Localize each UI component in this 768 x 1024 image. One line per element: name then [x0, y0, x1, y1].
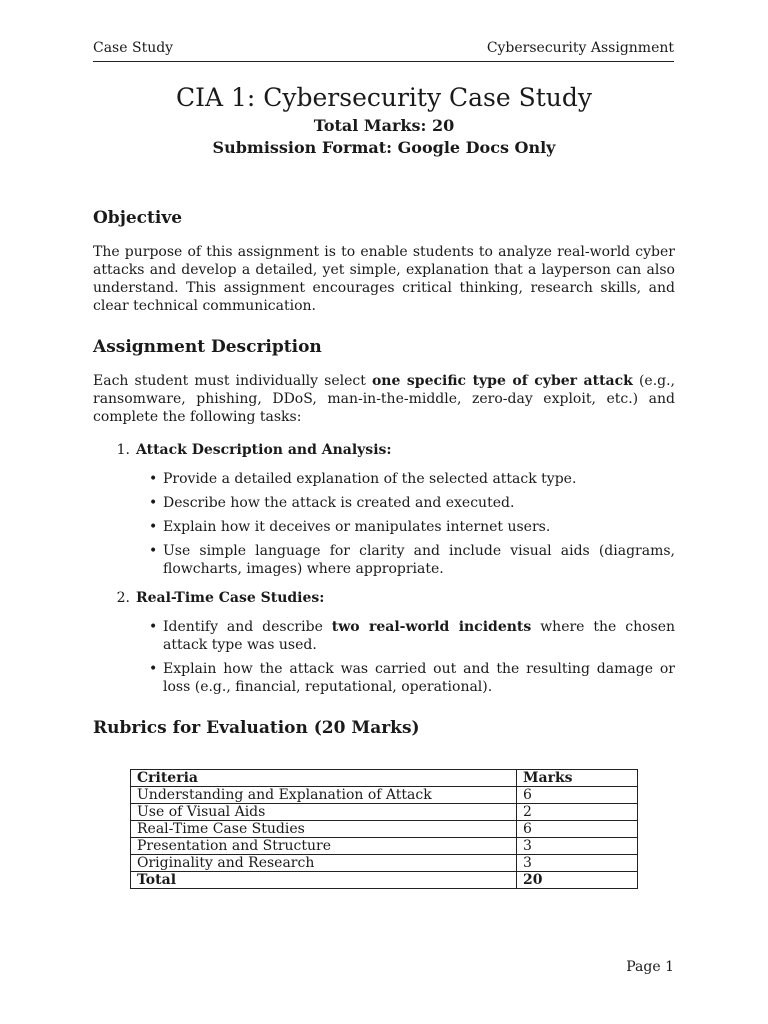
rubrics-heading: Rubrics for Evaluation (20 Marks) — [93, 718, 420, 738]
bullet-text: Provide a detailed explanation of the selected attack type. — [163, 471, 577, 487]
bullet-text: Explain how it deceives or manipulates internet users. — [163, 519, 551, 535]
list-item: • Explain how the attack was carried out and the resulting damage or loss (e.g., financial, reputational, operational). — [149, 661, 675, 695]
bullet-post: where the chosen attack type was used. — [163, 619, 675, 653]
table-header-row — [131, 770, 638, 787]
intro-post: (e.g., ransomware, phishing, DDoS, man-in-the-middle, zero-day exploit, etc.) and complete the following tasks: — [93, 373, 676, 425]
marks-cell: 6 — [517, 821, 638, 838]
task-2-heading — [93, 589, 675, 607]
task-1 — [93, 441, 675, 584]
rubric-table — [130, 769, 638, 889]
table-row — [131, 787, 638, 804]
total-marks: Total Marks: 20 — [313, 116, 455, 135]
marks-cell: 2 — [517, 804, 638, 821]
header-right: Cybersecurity Assignment — [486, 40, 674, 56]
criteria-cell: Originality and Research — [131, 855, 517, 872]
description-heading: Assignment Description — [93, 337, 322, 357]
document-title: CIA 1: Cybersecurity Case Study — [175, 83, 593, 112]
table-row — [131, 855, 638, 872]
bullet-text: Use simple language for clarity and include visual aids (diagrams, flowcharts, images) where appropriate. — [163, 543, 675, 577]
bullet-text: Describe how the attack is created and executed. — [163, 495, 515, 511]
column-header-criteria: Criteria — [131, 770, 517, 787]
task-1-label: Attack Description and Analysis: — [136, 442, 392, 458]
marks-cell: 6 — [517, 787, 638, 804]
objective-text: The purpose of this assignment is to enable students to analyze real-world cyber attacks and develop a detailed, yet simple, explanation that a layperson can also understand. This assignment encourages critical thinking, research skills, and clear technical communication. — [93, 244, 675, 314]
intro-bold: one specific type of cyber attack — [371, 373, 633, 389]
objective-body — [93, 243, 675, 315]
table-row — [131, 821, 638, 838]
table-total-row — [131, 872, 638, 889]
criteria-cell: Real-Time Case Studies — [131, 821, 517, 838]
task-2-bullets — [93, 618, 675, 696]
criteria-cell: Use of Visual Aids — [131, 804, 517, 821]
header-left: Case Study — [93, 40, 174, 56]
title-block — [0, 83, 768, 158]
page-number: Page 1 — [626, 959, 674, 975]
objective-section — [93, 208, 675, 228]
table-row — [131, 804, 638, 821]
total-marks-cell: 20 — [517, 872, 638, 889]
list-item: • Use simple language for clarity and include visual aids (diagrams, flowcharts, images) where appropriate. — [149, 543, 675, 577]
description-section — [93, 337, 675, 357]
task-2 — [93, 589, 675, 702]
task-1-heading — [93, 441, 675, 459]
objective-heading: Objective — [93, 208, 183, 228]
bullet-bold: two real-world incidents — [331, 619, 532, 635]
criteria-cell: Presentation and Structure — [131, 838, 517, 855]
description-intro-text — [93, 372, 675, 426]
list-item: • Provide a detailed explanation of the selected attack type. — [149, 471, 577, 487]
description-intro — [93, 372, 675, 426]
task-2-label: Real-Time Case Studies: — [136, 590, 325, 606]
running-header — [93, 40, 674, 62]
table-row — [131, 838, 638, 855]
rubrics-section — [93, 718, 675, 738]
task-1-number: 1. — [116, 442, 130, 458]
list-item: • Describe how the attack is created and executed. — [149, 495, 515, 511]
intro-pre: Each student must individually select — [93, 373, 372, 389]
marks-cell: 3 — [517, 838, 638, 855]
task-1-bullets — [93, 470, 675, 578]
task-2-number: 2. — [116, 590, 130, 606]
criteria-cell: Understanding and Explanation of Attack — [131, 787, 517, 804]
total-label-cell: Total — [131, 872, 517, 889]
bullet-pre: Identify and describe — [163, 619, 332, 635]
marks-cell: 3 — [517, 855, 638, 872]
list-item: • Identify and describe two real-world incidents where the chosen attack type was used. — [149, 619, 675, 653]
bullet-text: Explain how the attack was carried out and the resulting damage or loss (e.g., financial, reputational, operational). — [163, 661, 675, 695]
submission-format: Submission Format: Google Docs Only — [212, 138, 556, 157]
column-header-marks: Marks — [517, 770, 638, 787]
list-item: • Explain how it deceives or manipulates internet users. — [149, 519, 551, 535]
